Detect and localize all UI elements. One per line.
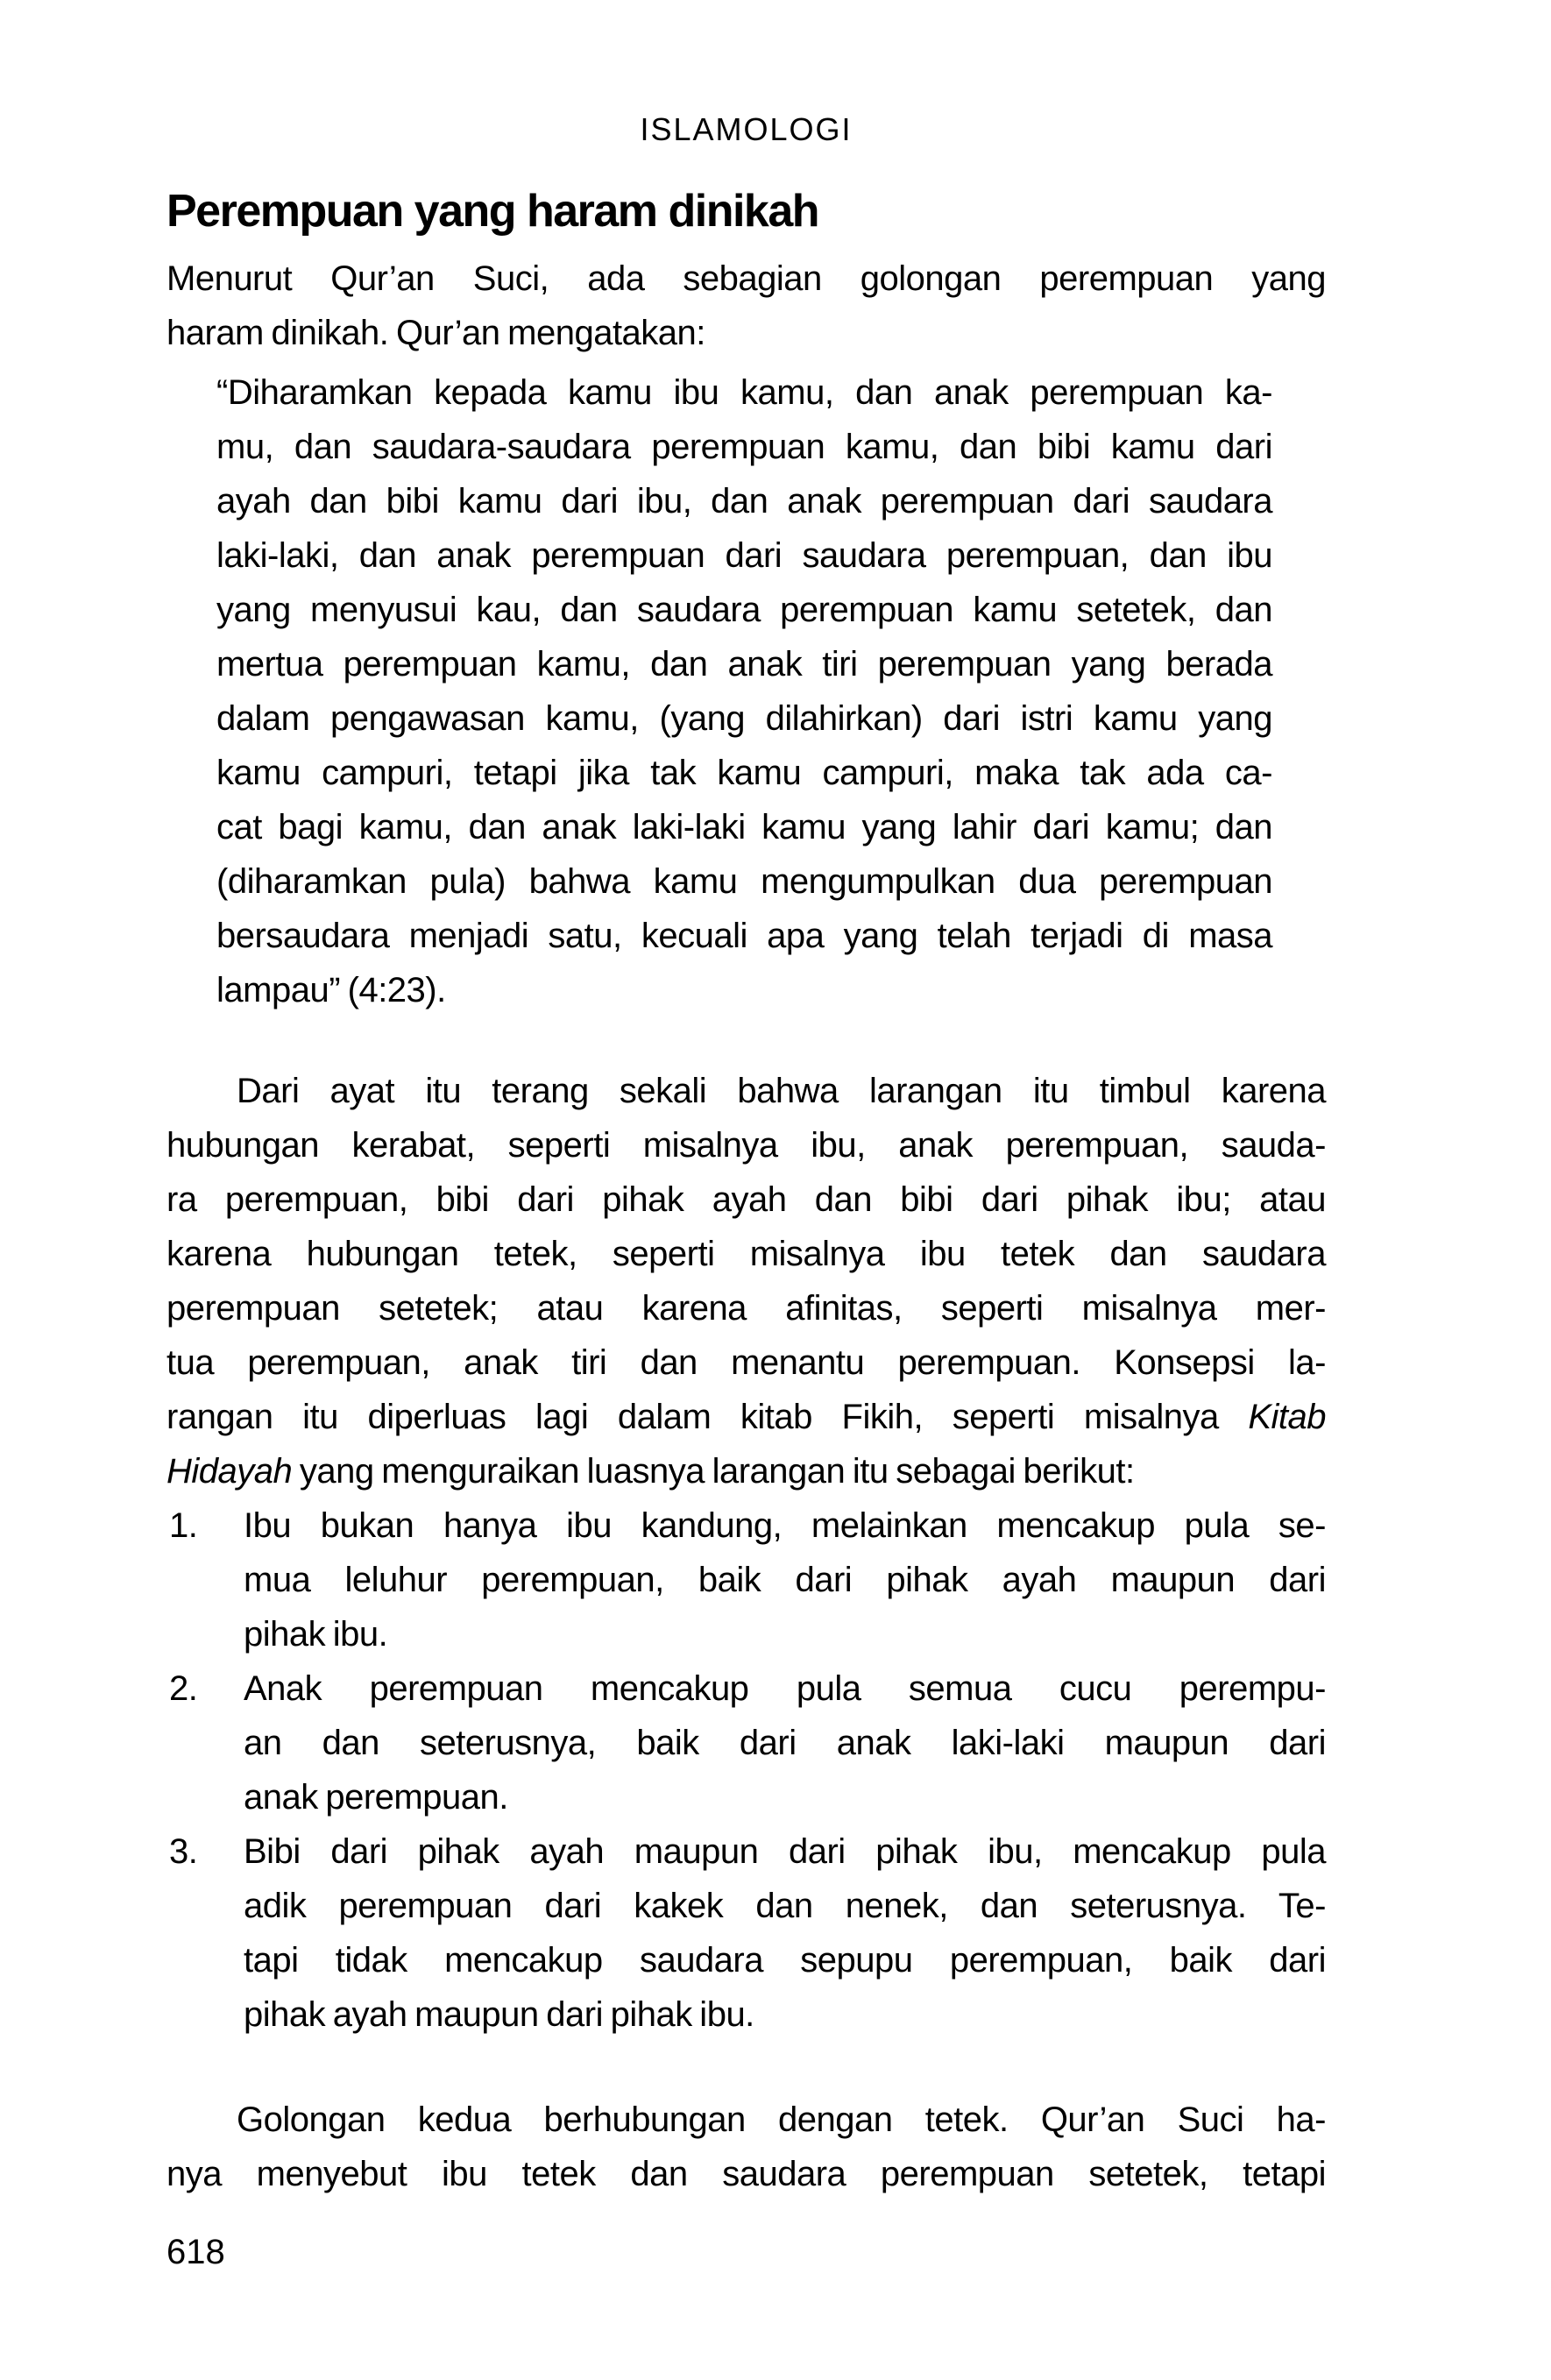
text-line: tapi tidak mencakup saudara sepupu perempuan, baik dari [244, 1941, 1326, 1980]
text-line: Dari ayat itu terang sekali bahwa larangan itu timbul karena [237, 1072, 1326, 1110]
numbered-list [166, 1498, 1326, 2042]
text-line: laki-laki, dan anak perempuan dari saudara perempuan, dan ibu [216, 536, 1272, 575]
text-line: ra perempuan, bibi dari pihak ayah dan bibi dari pihak ibu; atau [166, 1180, 1326, 1219]
text-line: mu, dan saudara-saudara perempuan kamu, dan bibi kamu dari [216, 428, 1272, 466]
italic-text: Hidayah [166, 1452, 293, 1491]
text-line: bersaudara menjadi satu, kecuali apa yang telah terjadi di masa [216, 917, 1272, 955]
list-item-number: 1. [169, 1506, 198, 1545]
text-line: kamu campuri, tetapi jika tak kamu campuri, maka tak ada ca- [216, 754, 1272, 792]
text-line [166, 1390, 1326, 1444]
text-line: an dan seterusnya, baik dari anak laki-laki maupun dari [244, 1724, 1326, 1762]
text-line: 2. Anak perempuan mencakup pula semua cucu perempu- [166, 1661, 1326, 1716]
text-line: “Diharamkan kepada kamu ibu kamu, dan anak perempuan ka- [216, 373, 1272, 412]
italic-text: Kitab [1248, 1398, 1326, 1436]
list-item-number: 3. [169, 1832, 198, 1871]
quran-quote-block [166, 365, 1326, 1017]
text-line: Menurut Qur’an Suci, ada sebagian golongan perempuan yang [166, 259, 1326, 298]
text-line: Golongan kedua berhubungan dengan tetek. Qur’an Suci ha- [237, 2100, 1326, 2139]
text-line: pihak ibu. [244, 1615, 388, 1654]
list-item [166, 1498, 1326, 1661]
running-header: ISLAMOLOGI [640, 111, 853, 147]
text-line: yang menyusui kau, dan saudara perempuan kamu setetek, dan [216, 591, 1272, 629]
text-line: mertua perempuan kamu, dan anak tiri perempuan yang berada [216, 645, 1272, 684]
text-line: anak perempuan. [244, 1778, 508, 1817]
text-line: haram dinikah. Qur’an mengatakan: [166, 314, 705, 352]
list-item-number: 2. [169, 1669, 198, 1708]
paragraph [166, 251, 1326, 360]
text-line: hubungan kerabat, seperti misalnya ibu, anak perempuan, sauda- [166, 1126, 1326, 1165]
text-line: (diharamkan pula) bahwa kamu mengumpulkan dua perempuan [216, 862, 1272, 901]
text-line: nya menyebut ibu tetek dan saudara perempuan setetek, tetapi [166, 2155, 1326, 2193]
list-item [166, 1824, 1326, 2042]
text-blocks [166, 251, 1326, 2201]
text-column [166, 0, 1326, 2201]
paragraph [166, 2093, 1326, 2201]
text-line: perempuan setetek; atau karena afinitas, seperti misalnya mer- [166, 1289, 1326, 1328]
text-line: 3. Bibi dari pihak ayah maupun dari pihak ibu, mencakup pula [166, 1824, 1326, 1879]
section-heading: Perempuan yang haram dinikah [166, 186, 819, 237]
text-line: dalam pengawasan kamu, (yang dilahirkan) dari istri kamu yang [216, 699, 1272, 738]
text-line [166, 1444, 1326, 1498]
text-line: ayah dan bibi kamu dari ibu, dan anak perempuan dari saudara [216, 482, 1272, 521]
list-item [166, 1661, 1326, 1824]
page-number: 618 [166, 2233, 225, 2271]
text-line: pihak ayah maupun dari pihak ibu. [244, 1995, 754, 2034]
text-line: lampau” (4:23). [216, 971, 446, 1009]
text-segment: rangan itu diperluas lagi dalam kitab Fikih, seperti misalnya [166, 1398, 1249, 1436]
text-line: tua perempuan, anak tiri dan menantu perempuan. Konsepsi la- [166, 1343, 1326, 1382]
text-line: mua leluhur perempuan, baik dari pihak ayah maupun dari [244, 1561, 1326, 1599]
paragraph [166, 1064, 1326, 1498]
text-line: karena hubungan tetek, seperti misalnya ibu tetek dan saudara [166, 1235, 1326, 1273]
text-segment: yang menguraikan luasnya larangan itu sebagai berikut: [292, 1452, 1135, 1491]
text-line: 1. Ibu bukan hanya ibu kandung, melainkan mencakup pula se- [166, 1498, 1326, 1553]
text-line: cat bagi kamu, dan anak laki-laki kamu yang lahir dari kamu; dan [216, 808, 1272, 846]
text-line: adik perempuan dari kakek dan nenek, dan seterusnya. Te- [244, 1887, 1326, 1925]
